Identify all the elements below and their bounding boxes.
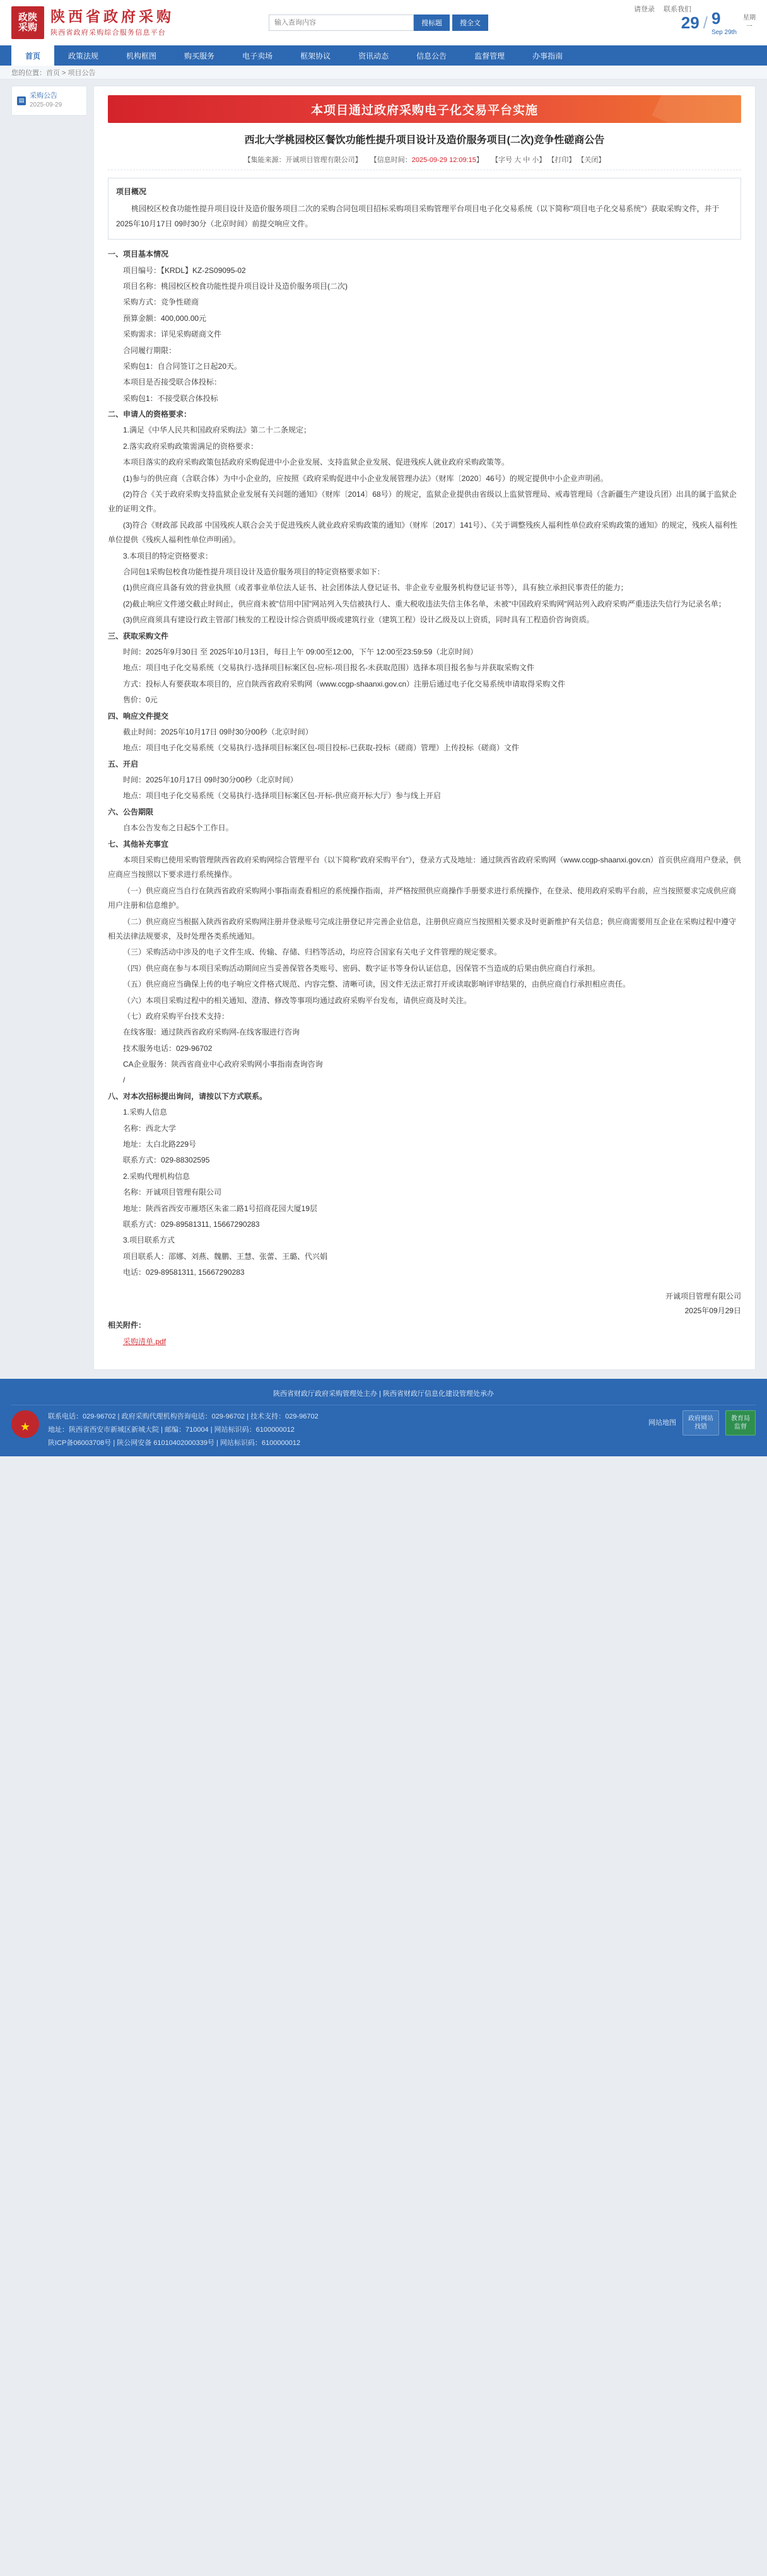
meta-publish-time: 2025-09-29 12:09:15 <box>411 156 476 164</box>
date-slash: / <box>703 13 708 32</box>
supervision-badge-line1: 教育局 <box>731 1415 750 1423</box>
meta-publish-label: 【信息时间： <box>370 156 412 164</box>
attachment-heading: 相关附件： <box>108 1321 146 1330</box>
other-1: 本项目采购已使用采购管理陕西省政府采购网综合管理平台（以下简称"政府采购平台"），登录方式及地址：通过陕西省政府采购网（www.ccgp-shaanxi.gov.cn）首页供应商用户登录，供应商应当按照以下要求进行系统操作。 <box>108 856 741 879</box>
project-contact-persons: 项目联系人：邵娜、刘燕、魏鹏、王慧、张蕾、王璐、代兴娟 <box>123 1251 328 1261</box>
search-input[interactable] <box>269 15 414 31</box>
buyer-heading: 1.采购人信息 <box>123 1108 168 1117</box>
agent-address: 地址：陕西省西安市雁塔区朱雀二路1号招商花园大厦19层 <box>123 1204 318 1213</box>
support-slash: / <box>123 1076 126 1085</box>
weekday-line1: 星期 <box>743 15 756 21</box>
sidebar-card <box>11 86 87 116</box>
consortium-label: 本项目是否接受联合体投标： <box>123 378 222 387</box>
qualification-2: 2.落实政府采购政策需满足的资格要求： <box>123 441 259 451</box>
nav-item-supervision[interactable]: 监督管理 <box>474 51 505 61</box>
site-header <box>0 0 767 45</box>
logo-emblem <box>11 6 44 39</box>
site-map-link[interactable]: 网站地图 <box>648 1419 676 1427</box>
section-4-heading: 四、响应文件提交 <box>108 711 169 721</box>
main-navigation <box>0 45 767 66</box>
page-title: 西北大学桃园校区餐饮功能性提升项目设计及造价服务项目(二次)竞争性磋商公告 <box>244 135 605 146</box>
other-8: （七）政府采购平台技术支持： <box>123 1011 230 1021</box>
weekday-block <box>743 14 756 32</box>
logo-emblem-line2: 采购 <box>18 22 37 33</box>
buyer-contact: 联系方式：029-88302595 <box>123 1156 210 1165</box>
meta-close[interactable]: 【关闭】 <box>577 156 606 164</box>
signature-block <box>108 1289 741 1319</box>
contact-link[interactable]: 联系我们 <box>664 6 691 13</box>
document-text <box>108 178 741 1349</box>
other-2: （一）供应商应当自行在陕西省政府采购网小事指南查看相应的系统操作指南，并严格按照供应商操作手册要求进行系统操作，在登录、使用政府采购平台前，应当按照要求完成供应商用户注册和信息维护。 <box>108 886 737 910</box>
report-error-badge-line1: 政府网站 <box>688 1415 713 1423</box>
breadcrumb <box>0 66 767 79</box>
nav-item-guide[interactable]: 办事指南 <box>532 51 563 61</box>
footer-line-1: 联系电话：029-96702 | 政府采购代理机构咨询电话：029-96702 | 技术支持：029-96702 <box>48 1413 319 1421</box>
signature-org: 开诚项目管理有限公司 <box>665 1291 741 1301</box>
document-content <box>93 86 756 1370</box>
site-logo[interactable] <box>11 6 174 39</box>
attachment-link[interactable]: 采购清单.pdf <box>123 1337 167 1346</box>
meta-fontsize[interactable]: 【字号 大 中 小】 <box>491 156 546 164</box>
announce-period: 自本公告发布之日起5个工作日。 <box>123 823 233 833</box>
submit-place: 地点：项目电子化交易系统（交易执行-选择项目标案区包-项目投标-已获取-投标（磋商）管理）上传投标（磋商）文件 <box>123 743 519 753</box>
obtain-price: 售价：0元 <box>123 695 158 705</box>
meta-print[interactable]: 【打印】 <box>547 156 576 164</box>
qualification-4: (1)参与的供应商（含联合体）为中小企业的，应按照《政府采购促进中小企业发展管理办法》（财库〔2020〕46号）的规定提供中小企业声明函。 <box>123 473 608 483</box>
project-contact-phone: 电话：029-89581311, 15667290283 <box>123 1268 245 1277</box>
signature-date: 2025年09月29日 <box>684 1306 741 1315</box>
supervision-badge[interactable] <box>725 1410 756 1436</box>
section-5-heading: 五、开启 <box>108 759 139 769</box>
national-emblem-icon <box>11 1410 39 1438</box>
meta-publish-label-end: 】 <box>476 156 483 164</box>
support-ca: CA企业服务：陕西省商业中心政府采购网小事指南查询咨询 <box>123 1060 323 1069</box>
header-date-block <box>681 0 756 45</box>
site-subtitle: 陕西省政府采购综合服务信息平台 <box>50 29 166 37</box>
agent-heading: 2.采购代理机构信息 <box>123 1171 190 1181</box>
promo-banner-text: 本项目通过政府采购电子化交易平台实施 <box>310 103 538 117</box>
project-name: 项目名称：桃园校区校食功能性提升项目设计及造价服务项目(二次) <box>123 281 348 291</box>
obtain-place: 地点：项目电子化交易系统（交易执行-选择项目标案区包-应标-项目报名-未获取范围）选择本项目报名参与并获取采购文件 <box>123 663 534 673</box>
nav-item-services[interactable]: 购买服务 <box>184 51 215 61</box>
project-contact-heading: 3.项目联系方式 <box>123 1236 175 1245</box>
section-6-heading: 六、公告期限 <box>108 807 154 816</box>
footer-line-3: 陕ICP备06003708号 | 陕公网安备 61010402000339号 | 网站标识码：6100000012 <box>48 1439 301 1447</box>
qualification-6: (3)符合《财政部 民政部 中国残疾人联合会关于促进残疾人就业政府采购政策的通知》（财库〔2017〕141号）、《关于调整残疾人福利性单位政府采购政策的通知》的规定，残疾人福利性单位提供《残疾人福利性单位声明函》。 <box>108 520 738 545</box>
document-meta <box>108 154 741 170</box>
qualification-11: (3)供应商须具有建设行政主管部门核发的工程设计综合资质甲级或建筑行业（建筑工程）设计乙级及以上资质，同时具有工程造价咨询资质。 <box>123 615 594 625</box>
login-link[interactable]: 请登录 <box>634 6 655 13</box>
supervision-badge-line2: 监督 <box>734 1424 747 1431</box>
obtain-method: 方式：投标人有要获取本项目的，应自陕西省政府采购网（www.ccgp-shaanxi.gov.cn）注册后通过电子化交易系统申请取得采购文件 <box>123 679 566 688</box>
section-7-heading: 七、其他补充事宜 <box>108 839 169 849</box>
search-title-button[interactable]: 搜标题 <box>414 15 450 31</box>
nav-item-news[interactable]: 资讯动态 <box>358 51 389 61</box>
search-area <box>269 15 488 31</box>
meta-agency: 【集能来源：开诚项目管理有限公司】 <box>243 156 362 164</box>
buyer-address: 地址：太白北路229号 <box>123 1140 197 1149</box>
nav-item-home[interactable]: 首页 <box>11 45 54 66</box>
report-error-badge-line2: 找错 <box>694 1424 707 1431</box>
other-6: （五）供应商应当确保上传的电子响应文件格式规范、内容完整、清晰可读，因文件无法正常打开或读取影响评审结果的，由供应商自行承担相应责任。 <box>123 980 631 989</box>
contract-period-value: 采购包1：自合同签订之日起20天。 <box>123 361 242 371</box>
nav-item-announcements[interactable]: 信息公告 <box>416 51 447 61</box>
sidebar-item-label: 采购公告 <box>30 92 57 100</box>
sidebar <box>11 86 87 116</box>
section-2-heading: 二、申请人的资格要求： <box>108 410 192 419</box>
contract-period-label: 合同履行期限： <box>123 345 177 355</box>
qualification-5: (2)符合《关于政府采购支持监狱企业发展有关问题的通知》（财库〔2014〕68号）的规定，监狱企业提供由省级以上监狱管理局、戒毒管理局（含新疆生产建设兵团）出具的属于监狱企业的证明文件。 <box>108 490 737 514</box>
nav-item-policy[interactable]: 政策法规 <box>68 51 99 61</box>
budget-amount: 预算金额：400,000.00元 <box>123 313 207 323</box>
agent-name: 名称：开诚项目管理有限公司 <box>123 1188 222 1197</box>
buyer-name: 名称：西北大学 <box>123 1123 177 1133</box>
breadcrumb-text: 您的位置：首页 > 项目公告 <box>11 69 96 77</box>
footer-badges <box>648 1410 756 1436</box>
project-number: 项目编号：【KRDL】KZ-2S09095-02 <box>123 265 246 275</box>
site-title: 陕西省政府采购 <box>50 8 174 25</box>
other-4: （三）采购活动中涉及的电子文件生成、传输、存储、归档等活动，均应符合国家有关电子文件管理的规定要求。 <box>123 948 502 957</box>
section-1-heading: 一、项目基本情况 <box>108 250 169 259</box>
logo-emblem-line1: 政陕 <box>18 12 37 23</box>
qualification-1: 1.满足《中华人民共和国政府采购法》第二十二条规定； <box>123 426 312 435</box>
nav-item-emall[interactable]: 电子卖场 <box>242 51 273 61</box>
submit-deadline: 截止时间：2025年10月17日 09时30分00秒（北京时间） <box>123 727 313 736</box>
sidebar-item-announcement[interactable] <box>12 86 86 115</box>
doc-icon: ▤ <box>17 96 26 105</box>
page-body <box>0 79 767 1370</box>
date-month: 29 <box>681 13 700 32</box>
other-3: （二）供应商应当根据入陕西省政府采购网注册并登录账号完成注册登记并完善企业信息，注册供应商应当按照相关要求及时更新维护有关信息；供应商需要用互企业在采购过程中遵守相关法律法规要求，及时处理各类系统通知。 <box>108 917 737 941</box>
nav-item-org[interactable]: 机构框图 <box>126 51 157 61</box>
procurement-method: 采购方式：竞争性磋商 <box>123 298 199 307</box>
date-day: 9 <box>711 9 721 28</box>
overview-title: 项目概况 <box>116 187 147 196</box>
qualification-3: 本项目落实的政府采购政策包括政府采购促进中小企业发展、支持监狱企业发展、促进残疾人就业政府采购政策等。 <box>123 458 510 467</box>
support-online: 在线客服：通过陕西省政府采购网-在线客服进行咨询 <box>123 1028 300 1037</box>
qualification-10: (2)截止响应文件递交截止时间止，供应商未被"信用中国"网站列入失信被执行人、重大税收违法失信主体名单，未被"中国政府采购网"网站列入政府采购严重违法失信行为记录名单； <box>123 599 726 608</box>
qualification-8: 合同包1采购包校食功能性提升项目设计及造价服务项目的特定资格要求如下： <box>123 567 385 576</box>
footer-top-line: 陕西省财政厅政府采购管理处主办 | 陕西省财政厅信息化建设管理处承办 <box>11 1388 756 1405</box>
promo-banner <box>108 95 741 123</box>
search-fulltext-button[interactable]: 搜全文 <box>452 15 488 31</box>
procurement-requirement: 采购需求：详见采购磋商文件 <box>123 330 222 339</box>
agent-contact: 联系方式：029-89581311, 15667290283 <box>123 1220 260 1229</box>
sidebar-item-date: 2025-09-29 <box>30 102 62 109</box>
date-sub: Sep 29th <box>711 29 737 36</box>
support-phone: 技术服务电话：029-96702 <box>123 1043 213 1053</box>
obtain-time: 时间：2025年9月30日 至 2025年10月13日，每日上午 09:00至12:00，下午 12:00至23:59:59（北京时间） <box>123 647 478 656</box>
consortium-value: 采购包1：不接受联合体投标 <box>123 393 218 403</box>
overview-box <box>108 178 741 240</box>
section-3-heading: 三、获取采购文件 <box>108 631 169 641</box>
section-8-heading: 八、对本次招标提出询问，请按以下方式联系。 <box>108 1091 267 1101</box>
qualification-9: (1)供应商应具备有效的营业执照（或者事业单位法人证书、社会团体法人登记证书、非企业专业服务机构登记证书等），具有独立承担民事责任的能力； <box>123 583 628 593</box>
other-7: （六）本项目采购过程中的相关通知、澄清、修改等事项均通过政府采购平台发布，请供应商及时关注。 <box>123 995 472 1005</box>
qualification-7: 3.本项目的特定资格要求： <box>123 551 213 560</box>
nav-item-framework[interactable]: 框架协议 <box>300 51 331 61</box>
open-time: 时间：2025年10月17日 09时30分00秒（北京时间） <box>123 775 298 785</box>
site-footer <box>0 1379 767 1456</box>
other-5: （四）供应商在参与本项目采购活动期间应当妥善保管各类账号、密码、数字证书等身份认证信息，因保管不当造成的后果由供应商自行承担。 <box>123 963 600 973</box>
open-place: 地点：项目电子化交易系统（交易执行-选择项目标案区包-开标-供应商开标大厅）参与线上开启 <box>123 791 441 801</box>
weekday-line2: 一 <box>746 23 752 30</box>
overview-body: 桃园校区校食功能性提升项目设计及造价服务项目二次的采购合同包项目招标采购项目采购管理平台项目电子化交易系统（以下简称"项目电子化交易系统"）获取采购文件，并于 2025年10月17日 09时30分（北京时间）前提交响应文件。 <box>116 204 720 228</box>
report-error-badge[interactable] <box>682 1410 719 1436</box>
footer-line-2: 地址：陕西省西安市新城区新城大院 | 邮编：710004 | 网站标识码：6100000012 <box>48 1425 295 1434</box>
